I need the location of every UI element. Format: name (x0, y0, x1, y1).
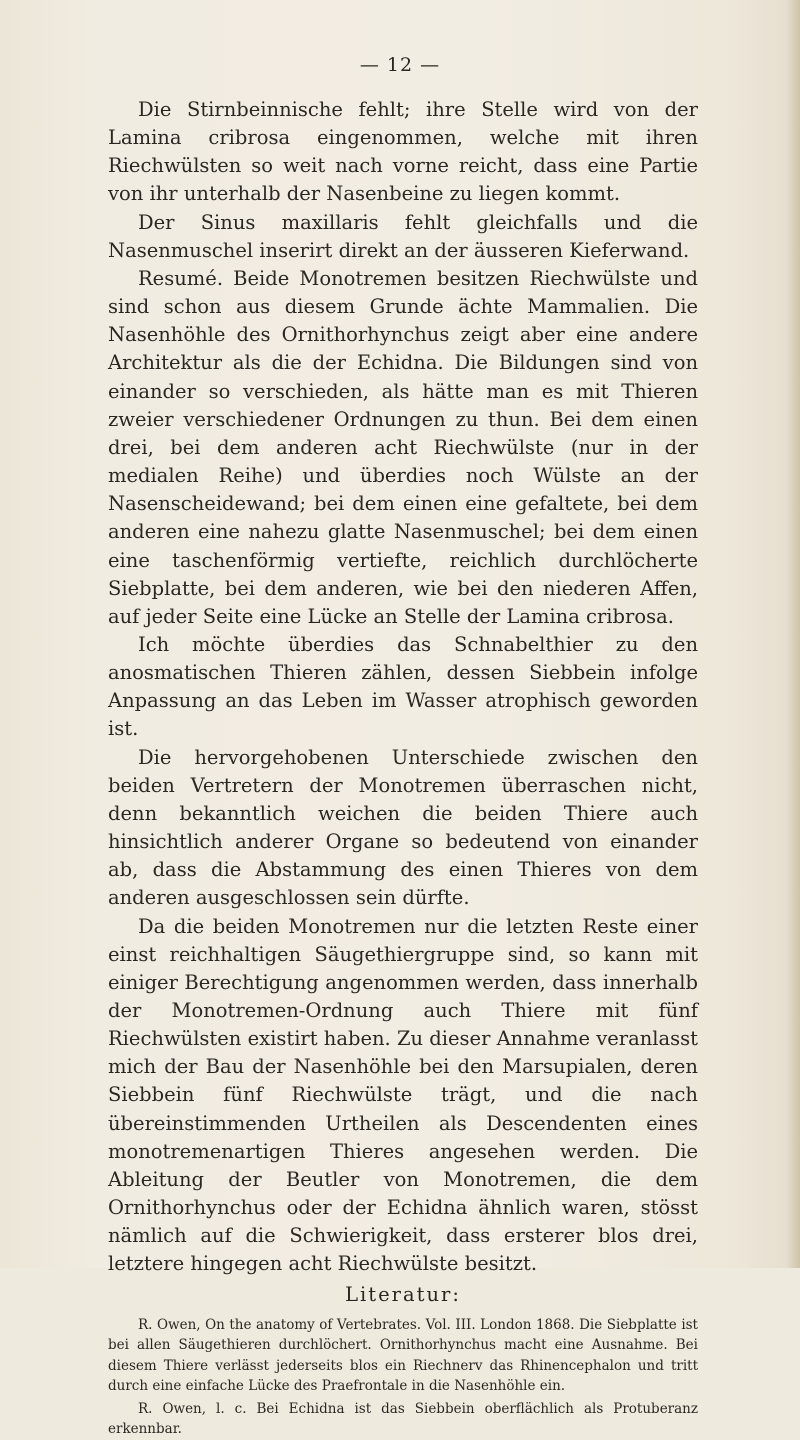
page-edge-shadow (786, 0, 800, 1268)
paragraph: Die hervorgehobenen Unterschiede zwischen den beiden Vertretern der Monotremen überraschen nicht, denn bekanntlich weichen die beiden Thiere auch hinsichtlich anderer Organe so bedeutend von einander ab, dass die Abstammung des einen Thieres von dem anderen ausgeschlossen sein dürfte. (108, 745, 698, 910)
literature-heading: Literatur: (345, 1282, 461, 1306)
paragraph: Ich möchte überdies das Schnabelthier zu den anosmatischen Thieren zählen, dessen Siebbein infolge Anpassung an das Leben im Wasser atrophisch geworden ist. (108, 632, 698, 741)
paragraph: Der Sinus maxillaris fehlt gleichfalls und die Nasenmuschel inserirt direkt an der äusseren Kieferwand. (108, 210, 698, 262)
literature-entry: R. Owen, l. c. Bei Echidna ist das Siebbein oberflächlich als Protuberanz erkennbar. (108, 1400, 698, 1438)
literature-entry: R. Owen, On the anatomy of Vertebrates. Vol. III. London 1868. Die Siebplatte ist bei allen Säugethieren durchlöchert. Ornithorhynchus macht eine Ausnahme. Bei diesem Thiere verlässt jederseits blos ein Riechnerv das Rhinencephalon und tritt durch eine einfache Lücke des Praefrontale in die Nasenhöhle ein. (108, 1316, 698, 1395)
paragraph: Da die beiden Monotremen nur die letzten Reste einer einst reichhaltigen Säugethiergruppe sind, so kann mit einiger Berechtigung angenommen werden, dass innerhalb der Monotremen-Ordnung auch Thiere mit fünf Riechwülsten existirt haben. Zu dieser Annahme veranlasst mich der Bau der Nasenhöhle bei den Marsupialen, deren Siebbein fünf Riechwülste trägt, und die nach übereinstimmenden Urtheilen als Descendenten eines monotremenartigen Thieres angesehen werden. Die Ableitung der Beutler von Monotremen, die dem Ornithorhynchus oder der Echidna ähnlich waren, stösst nämlich auf die Schwierigkeit, dass ersterer blos drei, letztere hingegen acht Riechwülste besitzt. (108, 914, 698, 1276)
page-number: — 12 — (359, 54, 441, 76)
paragraph: Resumé. Beide Monotremen besitzen Riechwülste und sind schon aus diesem Grunde ächte Mammalien. Die Nasenhöhle des Ornithorhynchus zeigt aber eine andere Architektur als die der Echidna. Die Bildungen sind von einander so verschieden, als hätte man es mit Thieren zweier verschiedener Ordnungen zu thun. Bei dem einen drei, bei dem anderen acht Riechwülste (nur in der medialen Reihe) und überdies noch Wülste an der Nasenscheidewand; bei dem einen eine gefaltete, bei dem anderen eine nahezu glatte Nasenmuschel; bei dem einen eine taschenförmig vertiefte, reichlich durchlöcherte Siebplatte, bei dem anderen, wie bei den niederen Affen, auf jeder Seite eine Lücke an Stelle der Lamina cribrosa. (108, 266, 698, 628)
paragraph: Die Stirnbeinnische fehlt; ihre Stelle wird von der Lamina cribrosa eingenommen, welche mit ihren Riechwülsten so weit nach vorne reicht, dass eine Partie von ihr unterhalb der Nasenbeine zu liegen kommt. (108, 98, 698, 206)
main-text (108, 96, 698, 1440)
